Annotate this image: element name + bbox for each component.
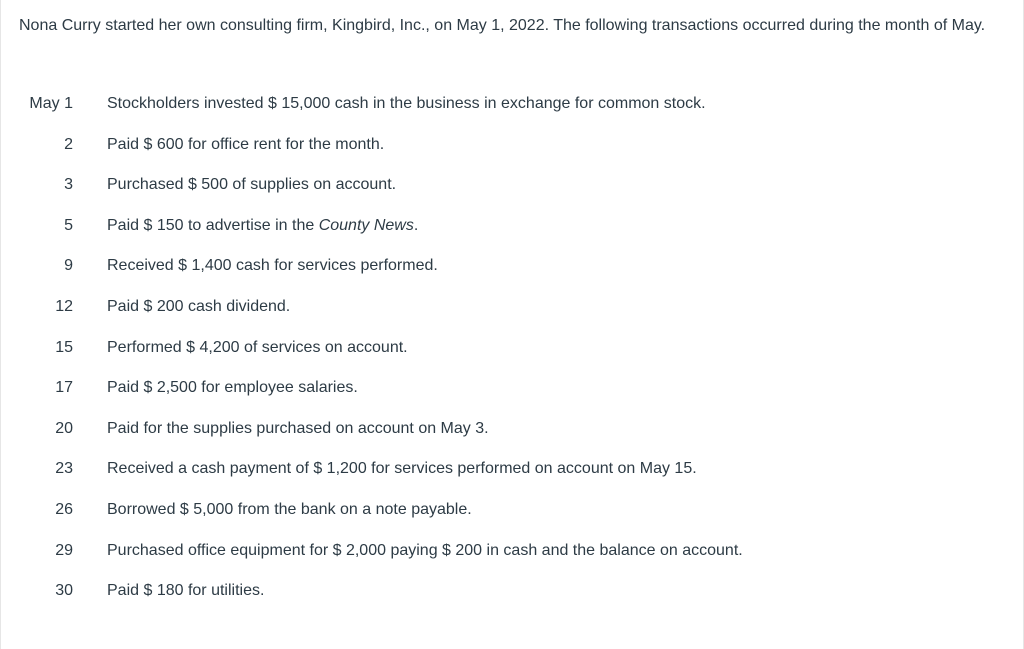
transaction-description: Paid $ 180 for utilities. [107, 582, 265, 600]
transaction-date: May 1 [29, 95, 73, 112]
transaction-description [107, 214, 418, 238]
transaction-row [1, 173, 1024, 214]
transaction-row [1, 336, 1024, 377]
transaction-row [1, 92, 1024, 133]
description-end: . [413, 216, 419, 234]
transaction-description: Received a cash payment of $ 1,200 for services performed on account on May 15. [107, 460, 697, 478]
transaction-description: Paid for the supplies purchased on account on May 3. [107, 419, 489, 437]
transaction-description: Purchased office equipment for $ 2,000 paying $ 200 in cash and the balance on account. [107, 541, 743, 559]
transaction-description: Stockholders invested $ 15,000 cash in the business in exchange for common stock. [107, 95, 706, 112]
transaction-row [1, 133, 1024, 174]
transaction-date: 5 [64, 216, 73, 234]
transaction-date: 29 [55, 541, 73, 559]
transaction-date: 12 [55, 297, 73, 315]
transaction-description: Received $ 1,400 cash for services performed. [107, 257, 438, 275]
transaction-date: 3 [64, 176, 73, 194]
transaction-date: 15 [55, 338, 73, 356]
transaction-description: Paid $ 600 for office rent for the month. [107, 135, 385, 153]
description-text: Paid $ 150 to advertise in the [107, 216, 319, 234]
transaction-row [1, 376, 1024, 417]
transaction-date: 26 [55, 500, 73, 518]
transaction-row [1, 417, 1024, 458]
transaction-row [1, 254, 1024, 295]
transaction-row [1, 214, 1024, 255]
transaction-date: 2 [64, 135, 73, 153]
problem-intro: Nona Curry started her own consulting firm, Kingbird, Inc., on May 1, 2022. The following transactions occurred during the month of May. [19, 17, 986, 34]
transaction-row [1, 539, 1024, 580]
transaction-row [1, 295, 1024, 336]
transaction-date: 20 [55, 419, 73, 437]
transaction-row [1, 498, 1024, 539]
transaction-description: Paid $ 2,500 for employee salaries. [107, 379, 358, 397]
transaction-list [1, 92, 1024, 620]
transaction-date: 9 [64, 257, 73, 275]
transaction-date: 23 [55, 460, 73, 478]
transaction-description: Purchased $ 500 of supplies on account. [107, 176, 397, 194]
transaction-date: 17 [55, 379, 73, 397]
transaction-description: Borrowed $ 5,000 from the bank on a note payable. [107, 500, 472, 518]
transaction-row [1, 457, 1024, 498]
publication-title: County News [318, 216, 414, 234]
transaction-description: Performed $ 4,200 of services on account. [107, 338, 408, 356]
transaction-date: 30 [55, 582, 73, 600]
transaction-row [1, 579, 1024, 620]
transaction-description: Paid $ 200 cash dividend. [107, 297, 291, 315]
